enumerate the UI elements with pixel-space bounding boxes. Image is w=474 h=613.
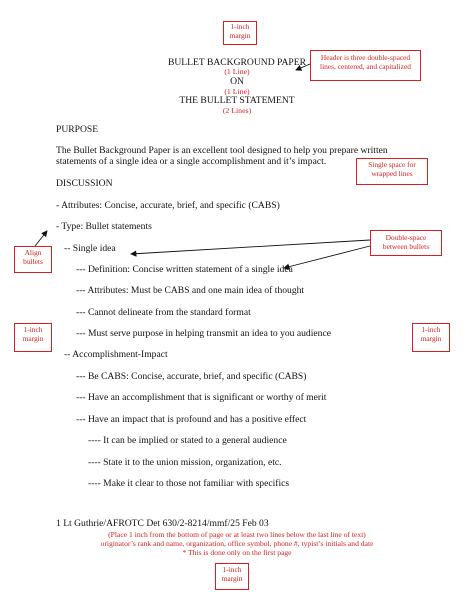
bullet-level-3: --- Attributes: Must be CABS and one main idea of thought — [76, 285, 305, 296]
header-note-callout: Header is three double-spaced lines, centered, and capitalized — [310, 50, 421, 81]
bullet-level-4: ---- Make it clear to those not familiar with specifics — [88, 478, 290, 489]
signature-line: 1 Lt Guthrie/AFROTC Det 630/2-8214/mmf/25 Feb 03 — [56, 518, 269, 529]
bullet-level-3: --- Have an impact that is profound and has a positive effect — [76, 414, 307, 425]
arrow-double-space-2 — [284, 246, 370, 268]
purpose-text-line-2: statements of a single idea or a single accomplishment and it’s impact. — [56, 156, 327, 167]
bullet-level-1: - Attributes: Concise, accurate, brief, and specific (CABS) — [56, 200, 280, 211]
bullet-level-1: - Type: Bullet statements — [56, 221, 152, 232]
discussion-heading: DISCUSSION — [56, 178, 113, 189]
bullet-level-3: --- Cannot delineate from the standard format — [76, 307, 251, 318]
bullet-level-3: --- Must serve purpose in helping transmit an idea to you audience — [76, 328, 331, 339]
bullet-level-3: --- Definition: Concise written statement of a single idea — [76, 264, 293, 275]
footer-note-2: originator’s rank and name, organization, office symbol, phone #, typist’s initials and date — [100, 539, 374, 548]
purpose-heading: PURPOSE — [56, 124, 99, 135]
bottom-margin-callout: 1-inch margin — [215, 563, 249, 590]
footer-note-3: * This is done only on the first page — [182, 548, 292, 557]
single-space-callout: Single space for wrapped lines — [356, 158, 428, 185]
left-margin-callout: 1-inch margin — [14, 323, 52, 352]
header-line-3-note: (2 Lines) — [222, 106, 252, 115]
header-line-1: BULLET BACKGROUND PAPER — [167, 57, 307, 68]
bullet-level-3: --- Have an accomplishment that is significant or worthy of merit — [76, 392, 327, 403]
right-margin-callout: 1-inch margin — [412, 323, 450, 352]
bullet-level-4: ---- It can be implied or stated to a general audience — [88, 435, 287, 446]
header-line-2-note: (1 Line) — [224, 87, 250, 96]
align-bullets-callout: Align bullets — [14, 246, 52, 273]
bullet-level-2: -- Single idea — [64, 243, 116, 254]
header-line-1-note: (1 Line) — [224, 67, 250, 76]
footer-note-1: (Place 1 inch from the bottom of page or at least two lines below the last line of text) — [108, 530, 366, 539]
header-line-2: ON — [230, 76, 244, 87]
top-margin-callout: 1-inch margin — [223, 21, 257, 45]
purpose-text-line-1: The Bullet Background Paper is an excellent tool designed to help you prepare written — [56, 145, 388, 156]
arrow-double-space-1 — [131, 240, 370, 254]
double-space-callout: Double-space between bullets — [370, 230, 442, 256]
bullet-level-3: --- Be CABS: Concise, accurate, brief, and specific (CABS) — [76, 371, 307, 382]
header-line-3: THE BULLET STATEMENT — [179, 95, 295, 106]
bullet-level-4: ---- State it to the union mission, organization, etc. — [88, 457, 282, 468]
bullet-level-2: -- Accomplishment-Impact — [64, 349, 168, 360]
arrow-align-bullets — [35, 231, 47, 246]
